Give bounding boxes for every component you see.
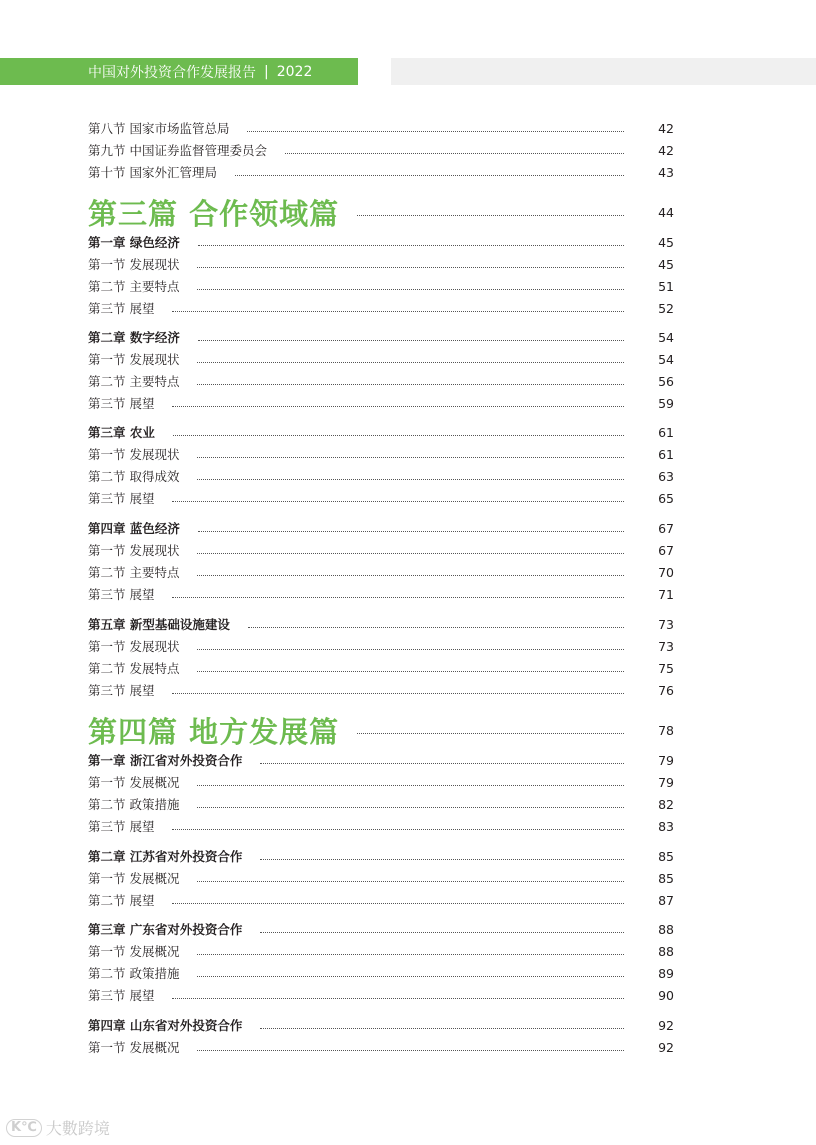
toc-dot-leader: [197, 457, 624, 458]
watermark-logo: K℃: [6, 1119, 42, 1137]
toc-dot-leader: [357, 733, 624, 734]
report-year: 2022: [276, 63, 313, 80]
toc-page-number: 75: [658, 660, 674, 676]
toc-page-number: 79: [658, 752, 674, 768]
toc-section-row: [88, 585, 674, 603]
toc-entry-label: 第二节 发展特点: [88, 661, 180, 676]
toc-entry-label: 第一章 绿色经济: [88, 235, 180, 250]
toc-dot-leader: [197, 575, 624, 576]
toc-section-row: [88, 141, 674, 159]
toc-chapter-row: [88, 233, 674, 251]
toc-entry-label: 第一节 发展现状: [88, 352, 180, 367]
toc-dot-leader: [198, 245, 624, 246]
toc-entry-label: 第一节 发展概况: [88, 871, 180, 886]
toc-dot-leader: [248, 627, 624, 628]
toc-page-number: 43: [658, 164, 674, 180]
toc-entry-label: 第二章 数字经济: [88, 330, 180, 345]
toc-entry-label: 第一节 发展概况: [88, 944, 180, 959]
toc-section-row: [88, 372, 674, 390]
toc-dot-leader: [247, 131, 624, 132]
toc-entry-label: 第二节 主要特点: [88, 279, 180, 294]
toc-dot-leader: [173, 435, 624, 436]
toc-page-number: 42: [658, 120, 674, 136]
toc-section-row: [88, 277, 674, 295]
toc-page-number: 87: [658, 892, 674, 908]
toc-dot-leader: [197, 954, 624, 955]
toc-dot-leader: [172, 406, 624, 407]
toc-dot-leader: [197, 267, 624, 268]
toc-section-row: [88, 489, 674, 507]
toc-entry-label: 第三节 展望: [88, 396, 155, 411]
toc-dot-leader: [357, 215, 624, 216]
toc-page-number: 85: [658, 848, 674, 864]
toc-entry-label: 第三节 展望: [88, 491, 155, 506]
toc-entry-label: 第三节 展望: [88, 683, 155, 698]
toc-chapter-row: [88, 519, 674, 537]
toc-dot-leader: [198, 531, 624, 532]
toc-section-row: [88, 773, 674, 791]
toc-section-row: [88, 394, 674, 412]
toc-entry-label: 第四篇 地方发展篇: [88, 714, 340, 749]
toc-entry-label: 第一章 浙江省对外投资合作: [88, 753, 243, 768]
toc-page-number: 73: [658, 638, 674, 654]
toc-entry-label: 第九节 中国证券监督管理委员会: [88, 143, 267, 158]
toc-page-number: 63: [658, 468, 674, 484]
toc-page-number: 42: [658, 142, 674, 158]
toc-dot-leader: [197, 384, 624, 385]
toc-page-number: 51: [658, 278, 674, 294]
toc-entry-label: 第一节 发展概况: [88, 775, 180, 790]
toc-entry-label: 第一节 发展概况: [88, 1040, 180, 1055]
toc-dot-leader: [260, 763, 624, 764]
toc-entry-label: 第一节 发展现状: [88, 639, 180, 654]
toc-section-row: [88, 681, 674, 699]
toc-page-number: 45: [658, 234, 674, 250]
toc-page-number: 88: [658, 943, 674, 959]
toc-page-number: 52: [658, 300, 674, 316]
toc-page-number: 79: [658, 774, 674, 790]
toc-page-number: 61: [658, 424, 674, 440]
toc-chapter-row: [88, 423, 674, 441]
toc-page-number: 83: [658, 818, 674, 834]
toc-page-number: 92: [658, 1017, 674, 1033]
watermark-text: 大數跨境: [45, 1119, 110, 1138]
toc-chapter-row: [88, 328, 674, 346]
toc-dot-leader: [197, 1050, 624, 1051]
toc-chapter-row: [88, 920, 674, 938]
toc-section-row: [88, 942, 674, 960]
toc-section-row: [88, 563, 674, 581]
toc-part-row: [88, 712, 674, 748]
toc-dot-leader: [197, 671, 624, 672]
toc-section-row: [88, 659, 674, 677]
toc-page-number: 78: [658, 722, 674, 738]
toc-page-number: 61: [658, 446, 674, 462]
toc-page-number: 90: [658, 987, 674, 1003]
toc-dot-leader: [260, 932, 624, 933]
toc-page-number: 71: [658, 586, 674, 602]
toc-section-row: [88, 891, 674, 909]
toc-section-row: [88, 817, 674, 835]
toc-entry-label: 第三节 展望: [88, 988, 155, 1003]
toc-dot-leader: [197, 289, 624, 290]
toc-section-row: [88, 163, 674, 181]
toc-page-number: 65: [658, 490, 674, 506]
toc-section-row: [88, 541, 674, 559]
watermark: [6, 1116, 110, 1139]
toc-section-row: [88, 795, 674, 813]
toc-section-row: [88, 964, 674, 982]
toc-dot-leader: [197, 479, 624, 480]
toc-dot-leader: [235, 175, 624, 176]
toc-dot-leader: [172, 501, 624, 502]
toc-part-row: [88, 194, 674, 230]
toc-section-row: [88, 1038, 674, 1056]
toc-dot-leader: [197, 785, 624, 786]
toc-entry-label: 第三节 展望: [88, 587, 155, 602]
toc-entry-label: 第四章 蓝色经济: [88, 521, 180, 536]
toc-page-number: 45: [658, 256, 674, 272]
toc-section-row: [88, 350, 674, 368]
toc-page-number: 76: [658, 682, 674, 698]
toc-page-number: 54: [658, 351, 674, 367]
toc-entry-label: 第十节 国家外汇管理局: [88, 165, 217, 180]
toc-entry-label: 第三章 农业: [88, 425, 155, 440]
toc-section-row: [88, 119, 674, 137]
toc-chapter-row: [88, 847, 674, 865]
toc-section-row: [88, 445, 674, 463]
toc-dot-leader: [172, 829, 624, 830]
toc-chapter-row: [88, 1016, 674, 1034]
toc-dot-leader: [172, 903, 624, 904]
toc-dot-leader: [197, 362, 624, 363]
toc-chapter-row: [88, 615, 674, 633]
toc-section-row: [88, 869, 674, 887]
toc-page-number: 70: [658, 564, 674, 580]
toc-entry-label: 第三节 展望: [88, 819, 155, 834]
toc-page-number: 67: [658, 542, 674, 558]
toc-dot-leader: [260, 1028, 624, 1029]
toc-chapter-row: [88, 751, 674, 769]
toc-dot-leader: [285, 153, 624, 154]
toc-dot-leader: [172, 311, 624, 312]
toc-dot-leader: [172, 597, 624, 598]
toc-page-number: 85: [658, 870, 674, 886]
toc-dot-leader: [197, 976, 624, 977]
toc-page-number: 82: [658, 796, 674, 812]
toc-page-number: 88: [658, 921, 674, 937]
toc-dot-leader: [197, 553, 624, 554]
toc-dot-leader: [172, 998, 624, 999]
toc-entry-label: 第二节 政策措施: [88, 797, 180, 812]
toc-entry-label: 第三节 展望: [88, 301, 155, 316]
toc-entry-label: 第二节 主要特点: [88, 374, 180, 389]
toc-page-number: 73: [658, 616, 674, 632]
toc-entry-label: 第五章 新型基础设施建设: [88, 617, 230, 632]
toc-entry-label: 第二节 主要特点: [88, 565, 180, 580]
toc-entry-label: 第一节 发展现状: [88, 543, 180, 558]
header-separator: |: [264, 63, 269, 80]
toc-dot-leader: [260, 859, 624, 860]
toc-page-number: 54: [658, 329, 674, 345]
toc-entry-label: 第一节 发展现状: [88, 447, 180, 462]
toc-page-number: 56: [658, 373, 674, 389]
toc-entry-label: 第二章 江苏省对外投资合作: [88, 849, 243, 864]
toc-entry-label: 第三篇 合作领域篇: [88, 196, 340, 231]
toc-entry-label: 第三章 广东省对外投资合作: [88, 922, 243, 937]
toc-entry-label: 第四章 山东省对外投资合作: [88, 1018, 243, 1033]
toc-dot-leader: [198, 340, 624, 341]
toc-page-number: 44: [658, 204, 674, 220]
toc-entry-label: 第二节 政策措施: [88, 966, 180, 981]
toc-dot-leader: [197, 649, 624, 650]
toc-dot-leader: [197, 807, 624, 808]
toc-section-row: [88, 255, 674, 273]
toc-section-row: [88, 299, 674, 317]
toc-entry-label: 第八节 国家市场监管总局: [88, 121, 230, 136]
toc-entry-label: 第二节 取得成效: [88, 469, 180, 484]
toc-page-number: 67: [658, 520, 674, 536]
toc-page-number: 92: [658, 1039, 674, 1055]
toc-dot-leader: [172, 693, 624, 694]
report-title: 中国对外投资合作发展报告: [88, 64, 256, 81]
toc-page-number: 59: [658, 395, 674, 411]
toc-dot-leader: [197, 881, 624, 882]
toc-entry-label: 第一节 发展现状: [88, 257, 180, 272]
toc-section-row: [88, 986, 674, 1004]
toc-section-row: [88, 467, 674, 485]
toc-section-row: [88, 637, 674, 655]
toc-entry-label: 第二节 展望: [88, 893, 155, 908]
toc-page-number: 89: [658, 965, 674, 981]
